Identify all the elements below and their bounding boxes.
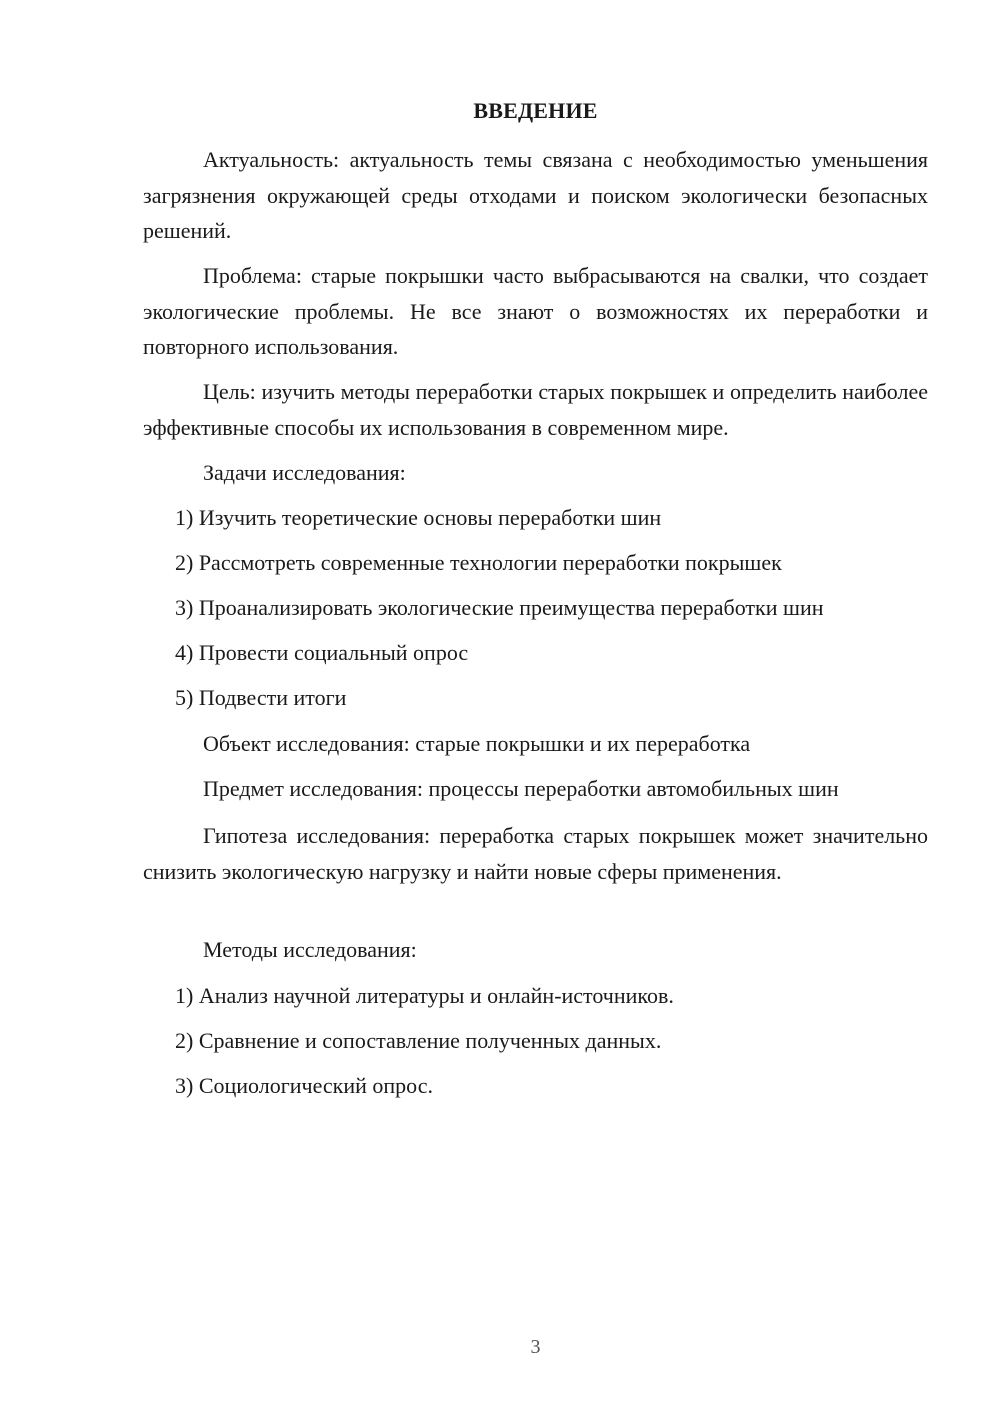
method-item: 2) Сравнение и сопоставление полученных данных.	[175, 1028, 662, 1053]
page-number: 3	[530, 1336, 541, 1358]
task-item: 2) Рассмотреть современные технологии переработки покрышек	[175, 550, 782, 575]
methods-heading: Методы исследования:	[203, 937, 417, 962]
relevance-paragraph: Актуальность: актуальность темы связана с необходимостью уменьшения загрязнения окружающей среды отходами и поиском экологически безопасных решений.	[143, 147, 928, 243]
task-item: 3) Проанализировать экологические преимущества переработки шин	[175, 595, 824, 620]
goal-paragraph: Цель: изучить методы переработки старых покрышек и определить наиболее эффективные способы их использования в современном мире.	[143, 379, 928, 440]
task-item: 5) Подвести итоги	[175, 685, 347, 710]
page-title: ВВЕДЕНИЕ	[473, 98, 598, 123]
task-item: 1) Изучить теоретические основы переработки шин	[175, 505, 662, 530]
task-item: 4) Провести социальный опрос	[175, 640, 469, 665]
subject-paragraph: Предмет исследования: процессы переработки автомобильных шин	[203, 776, 839, 801]
hypothesis-paragraph: Гипотеза исследования: переработка старых покрышек может значительно снизить экологическую нагрузку и найти новые сферы применения.	[143, 823, 928, 884]
document-page	[143, 0, 928, 1414]
tasks-heading: Задачи исследования:	[203, 460, 406, 485]
problem-paragraph: Проблема: старые покрышки часто выбрасываются на свалки, что создает экологические проблемы. Не все знают о возможностях их переработки и повторного использования.	[143, 263, 928, 359]
method-item: 3) Социологический опрос.	[175, 1073, 433, 1098]
object-paragraph: Объект исследования: старые покрышки и их переработка	[203, 731, 751, 756]
method-item: 1) Анализ научной литературы и онлайн-источников.	[175, 983, 674, 1008]
